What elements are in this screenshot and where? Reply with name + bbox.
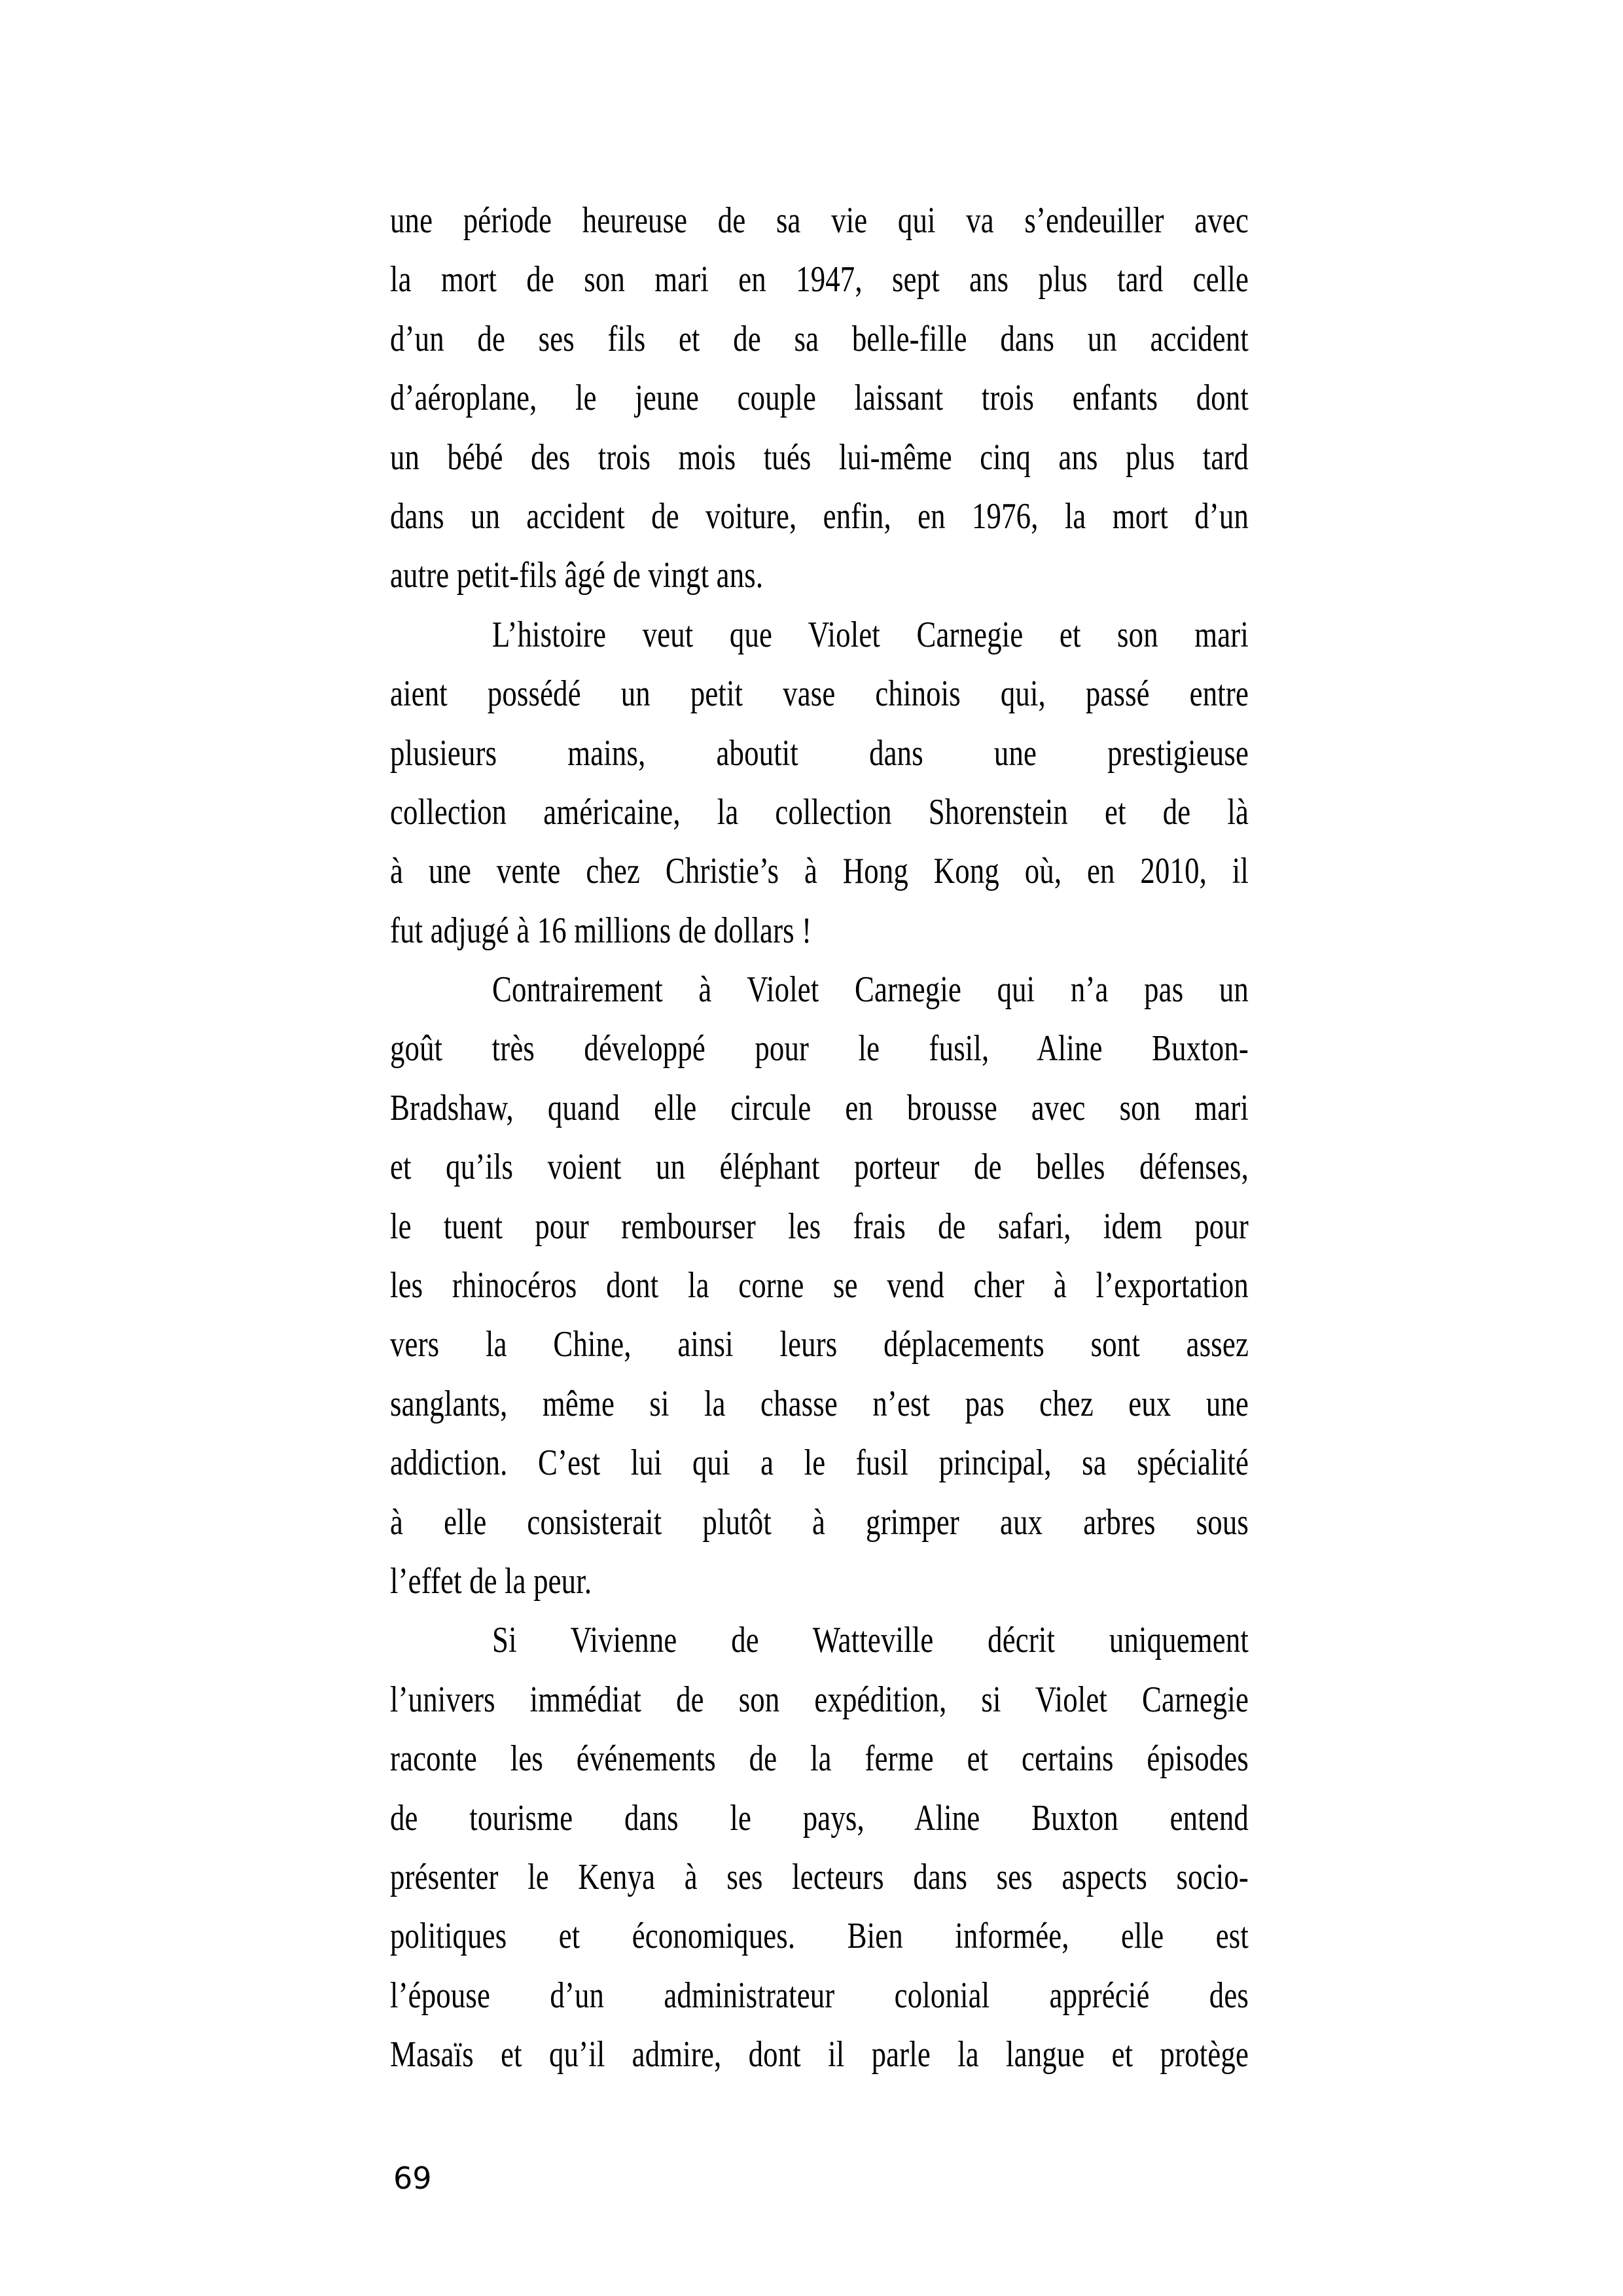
text-line: vers la Chine, ainsi leurs déplacements sont assez	[390, 1324, 1249, 1365]
text-line: une période heureuse de sa vie qui va s’endeuiller avec	[390, 200, 1249, 241]
paragraph	[390, 191, 1249, 605]
text-line: l’univers immédiat de son expédition, si Violet Carnegie	[390, 1679, 1249, 1720]
text-line: d’aéroplane, le jeune couple laissant trois enfants dont	[390, 378, 1249, 419]
text-line: collection américaine, la collection Shorenstein et de là	[390, 791, 1249, 833]
paragraph	[390, 960, 1249, 1611]
text-line: de tourisme dans le pays, Aline Buxton entend	[390, 1797, 1249, 1839]
text-line: présenter le Kenya à ses lecteurs dans ses aspects socio-	[390, 1856, 1249, 1897]
text-line: politiques et économiques. Bien informée, elle est	[390, 1916, 1249, 1957]
paragraph	[390, 605, 1249, 960]
text-line: la mort de son mari en 1947, sept ans plus tard celle	[390, 259, 1249, 300]
text-line: Masaïs et qu’il admire, dont il parle la langue et protège	[390, 2034, 1249, 2075]
text-line: Contrairement à Violet Carnegie qui n’a pas un	[492, 969, 1249, 1011]
text-line: aient possédé un petit vase chinois qui, passé entre	[390, 673, 1249, 715]
text-line: autre petit-fils âgé de vingt ans.	[390, 555, 764, 596]
text-line: les rhinocéros dont la corne se vend cher à l’exportation	[390, 1265, 1249, 1306]
text-line: à elle consisterait plutôt à grimper aux arbres sous	[390, 1501, 1249, 1543]
text-line: addiction. C’est lui qui a le fusil principal, sa spécialité	[390, 1443, 1249, 1484]
text-line: l’effet de la peur.	[390, 1560, 592, 1602]
text-line: dans un accident de voiture, enfin, en 1976, la mort d’un	[390, 495, 1249, 537]
text-line: d’un de ses fils et de sa belle-fille dans un accident	[390, 318, 1249, 359]
body-text-block	[390, 191, 1249, 2085]
text-line: plusieurs mains, aboutit dans une prestigieuse	[390, 732, 1249, 774]
text-line: goût très développé pour le fusil, Aline Buxton-	[390, 1028, 1249, 1069]
text-line: Si Vivienne de Watteville décrit uniquement	[492, 1620, 1249, 1661]
text-line: Bradshaw, quand elle circule en brousse avec son mari	[390, 1087, 1249, 1128]
text-line: le tuent pour rembourser les frais de safari, idem pour	[390, 1206, 1249, 1247]
text-line: fut adjugé à 16 millions de dollars !	[390, 910, 812, 951]
text-line: à une vente chez Christie’s à Hong Kong où, en 2010, il	[390, 851, 1249, 892]
paragraph	[390, 1611, 1249, 2084]
text-line: raconte les événements de la ferme et certains épisodes	[390, 1738, 1249, 1780]
text-line: L’histoire veut que Violet Carnegie et son mari	[492, 614, 1249, 655]
text-line: sanglants, même si la chasse n’est pas chez eux une	[390, 1383, 1249, 1424]
text-line: l’épouse d’un administrateur colonial apprécié des	[390, 1975, 1249, 2016]
page-number: 69	[393, 2161, 432, 2196]
text-line: un bébé des trois mois tués lui-même cinq ans plus tard	[390, 437, 1249, 478]
text-line: et qu’ils voient un éléphant porteur de belles défenses,	[390, 1147, 1249, 1188]
